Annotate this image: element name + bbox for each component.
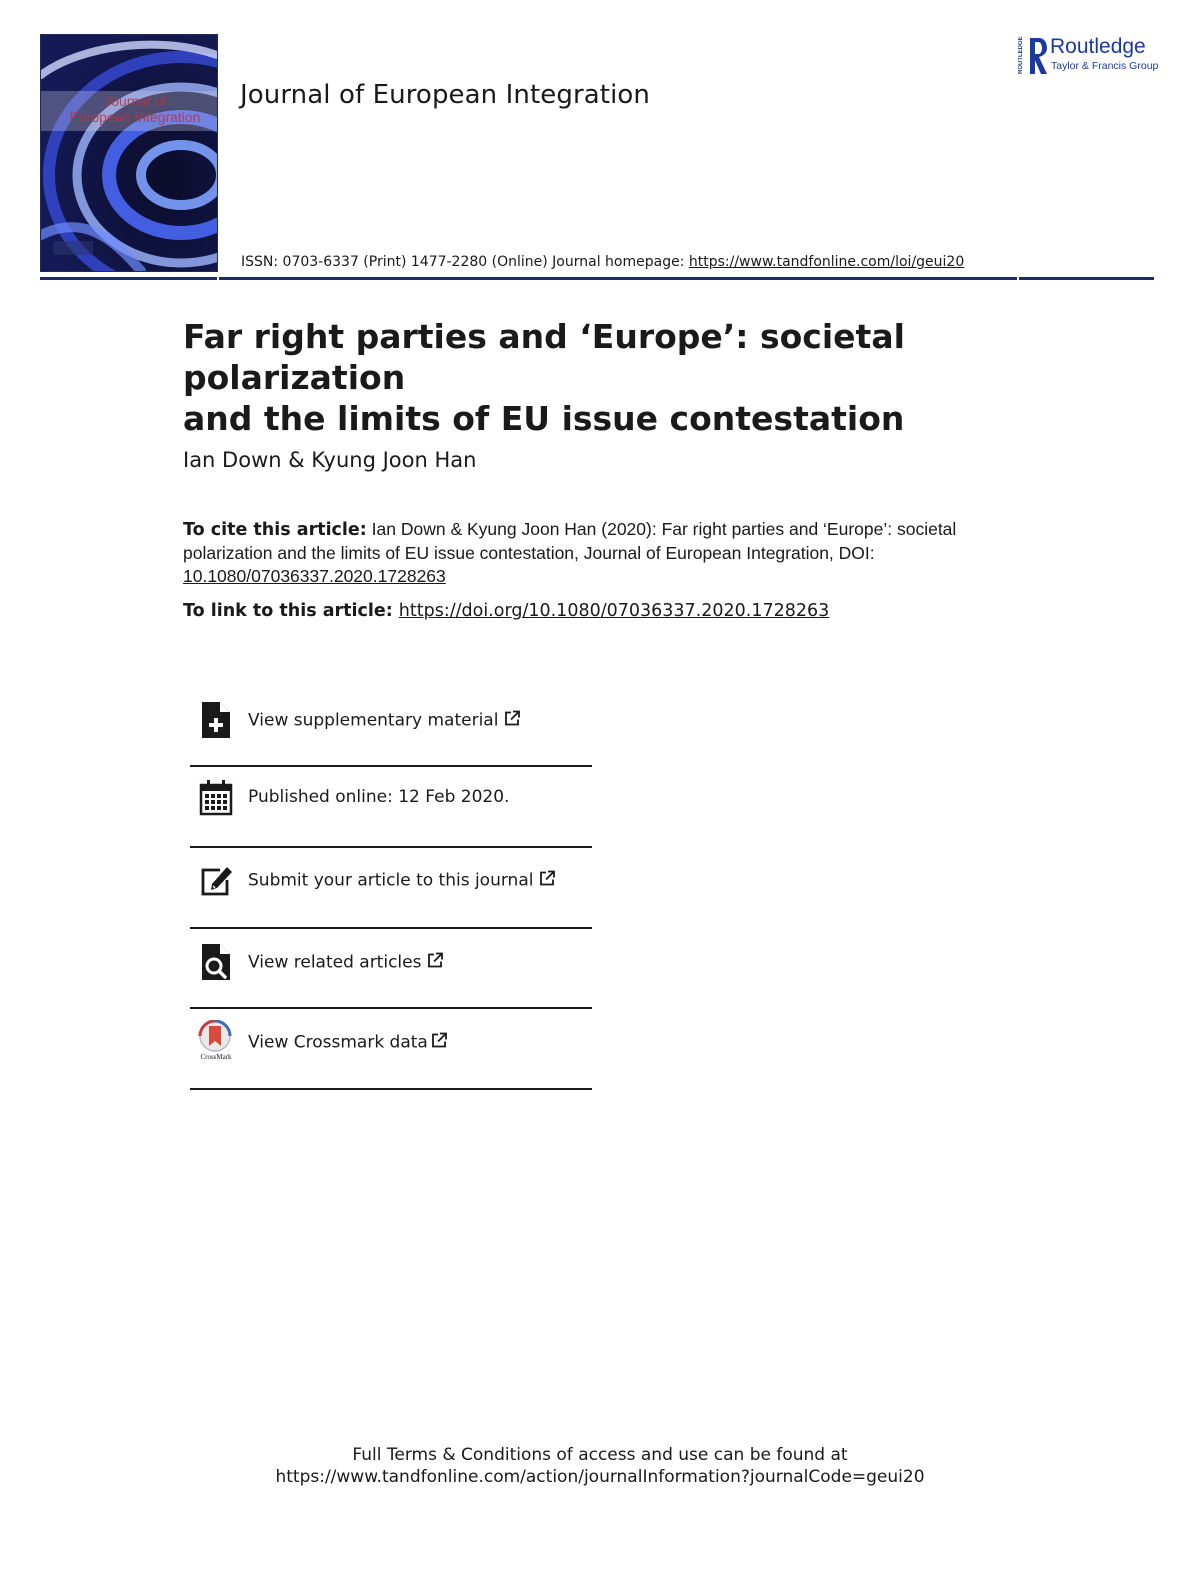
view-related-label[interactable] [248, 952, 444, 973]
submit-article-label-text: Submit your article to this journal [248, 870, 534, 891]
view-supplementary-row[interactable] [190, 680, 592, 760]
routledge-r-icon [1028, 36, 1048, 76]
issn-text: ISSN: 0703-6337 (Print) 1477-2280 (Online) Journal homepage: [241, 254, 689, 270]
crossmark-icon [196, 1020, 236, 1064]
citation-block [183, 518, 1013, 588]
journal-homepage-link[interactable]: https://www.tandfonline.com/loi/geui20 [688, 254, 965, 270]
citation-text: Ian Down & Kyung Joon Han (2020): Far right parties and ‘Europe’: societal polarization and the limits of EU issue contestation, Journal of European Integration, DOI: [183, 519, 957, 563]
article-title [183, 316, 1083, 439]
view-related-label-text: View related articles [248, 952, 422, 973]
external-link-icon [427, 952, 444, 969]
supplementary-label[interactable] [248, 710, 521, 731]
submit-article-label[interactable] [248, 870, 556, 891]
article-authors: Ian Down & Kyung Joon Han [183, 448, 477, 472]
edit-icon [198, 860, 234, 900]
calendar-icon [198, 777, 234, 817]
article-title-line-1: Far right parties and ‘Europe’: societal polarization [183, 317, 905, 397]
journal-cover-image [40, 34, 218, 272]
header-rule-middle [219, 277, 1017, 280]
publisher-subtitle: Taylor & Francis Group [1051, 60, 1159, 72]
header-rule-left [40, 277, 217, 280]
article-doi-url[interactable]: https://doi.org/10.1080/07036337.2020.1728263 [398, 601, 830, 621]
crossmark-row[interactable] [190, 1002, 592, 1082]
publisher-logo [1014, 34, 1164, 78]
citation-doi-link[interactable]: 10.1080/07036337.2020.1728263 [183, 566, 446, 586]
article-link-line [183, 601, 829, 621]
file-plus-icon [198, 700, 234, 740]
cover-title-line-1: Journal of [104, 93, 166, 109]
view-related-row[interactable] [190, 922, 592, 1002]
citation-lead: To cite this article: [183, 520, 367, 540]
published-online-label: Published online: 12 Feb 2020. [248, 787, 510, 807]
crossmark-badge-text: CrossMark [200, 1053, 232, 1061]
published-online-row [190, 757, 592, 837]
terms-footer-url[interactable]: https://www.tandfonline.com/action/journalInformation?journalCode=geui20 [275, 1467, 925, 1487]
supplementary-label-text: View supplementary material [248, 710, 499, 731]
divider [190, 1088, 592, 1090]
article-title-line-2: and the limits of EU issue contestation [183, 399, 905, 438]
crossmark-label[interactable] [248, 1032, 448, 1053]
publisher-vertical-text: ROUTLEDGE [1018, 36, 1024, 74]
terms-footer [0, 1444, 1200, 1488]
article-link-lead: To link to this article: [183, 601, 393, 621]
publisher-name: Routledge [1050, 35, 1146, 58]
issn-line [241, 254, 964, 270]
external-link-icon [539, 870, 556, 887]
cover-title [55, 93, 215, 125]
external-link-icon [431, 1032, 448, 1049]
cover-title-line-2: European Integration [69, 109, 201, 125]
submit-article-row[interactable] [190, 840, 592, 920]
terms-footer-line-1: Full Terms & Conditions of access and use can be found at [352, 1445, 848, 1465]
header-rule-right [1019, 277, 1154, 280]
external-link-icon [504, 710, 521, 727]
crossmark-label-text: View Crossmark data [248, 1032, 428, 1053]
journal-title[interactable]: Journal of European Integration [240, 80, 650, 110]
file-search-icon [198, 942, 234, 982]
